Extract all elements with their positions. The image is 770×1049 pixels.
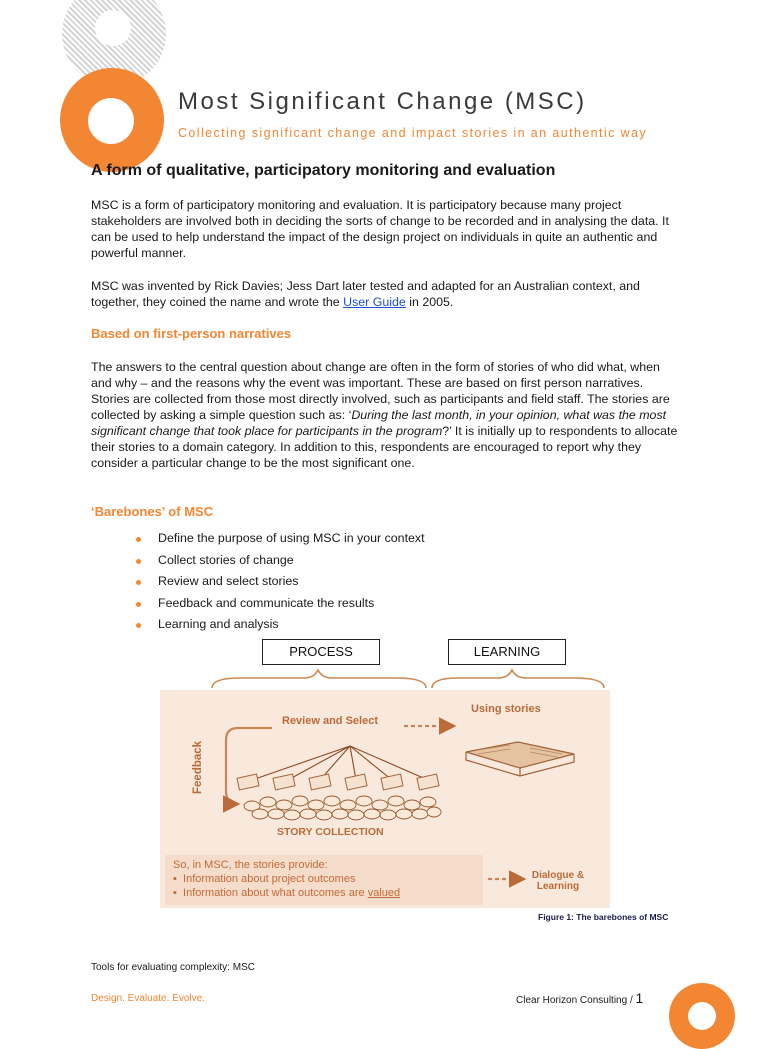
paragraph-narratives [91, 359, 681, 471]
book-icon [466, 742, 574, 776]
section-heading-barebones: ‘Barebones’ of MSC [91, 504, 214, 519]
bullet-icon [136, 602, 141, 607]
company-name: Clear Horizon Consulting / [516, 995, 636, 1006]
list-item [134, 571, 425, 593]
paragraph-msc-intro: MSC is a form of participatory monitoring and evaluation. It is participatory because many project stakeholders are involved both in deciding the sorts of change to be recorded and in analysing the data. It can be used to help understand the impact of the design project on individuals in quite an authentic and powerful manner. [91, 198, 669, 260]
dialogue-line: Dialogue & [531, 870, 585, 881]
list-item [134, 593, 425, 615]
list-item-label: Collect stories of change [158, 552, 294, 567]
decorative-orange-circle-hole [88, 98, 134, 144]
review-select-label: Review and Select [282, 715, 378, 727]
section-heading-narratives: Based on first-person narratives [91, 326, 292, 341]
learning-line: Learning [536, 881, 580, 892]
list-item [134, 550, 425, 572]
user-guide-link[interactable]: User Guide [343, 295, 406, 309]
summary-item: ▪ Information about what outcomes are valued [173, 887, 401, 899]
footer-tagline: Design. Evaluate. Evolve. [91, 993, 205, 1004]
figure-caption: Figure 1: The barebones of MSC [538, 912, 669, 922]
decorative-grey-circle-hole [95, 10, 131, 46]
decorative-corner-circle-hole [688, 1002, 716, 1030]
story-pile-icon [244, 796, 441, 820]
narratives-question: During the last month, in your opinion, what was the most significant change that took place for participants in the program [91, 408, 667, 438]
narratives-text-start: The answers to the central question about change are often in the form of stories of who did what, when and why – and the reasons why the event was important. These are based on first person narratives. Stories are collected from those most directly involved, such as participants and field staff. The stories are collected by asking a simple question such as: ‘ [91, 360, 670, 422]
bullet-icon [136, 537, 141, 542]
list-item-label: Feedback and communicate the results [158, 595, 375, 610]
footer-company [516, 990, 643, 1006]
summary-item: ▪ Information about project outcomes [173, 873, 356, 885]
paragraph-msc-history [91, 278, 681, 310]
footer-note: Tools for evaluating complexity: MSC [91, 962, 255, 973]
page-subtitle: Collecting significant change and impact stories in an authentic way [178, 126, 648, 140]
history-text-end: in 2005. [405, 295, 454, 309]
story-pages-icon [237, 774, 439, 790]
list-item [134, 614, 425, 636]
learning-brace-icon [432, 670, 604, 688]
dialogue-learning-label [528, 870, 588, 892]
summary-item-text: Information about what outcomes are [183, 887, 368, 899]
process-label-box: PROCESS [262, 639, 380, 665]
using-stories-label: Using stories [471, 703, 541, 715]
page-number: 1 [635, 990, 644, 1006]
bullet-icon [136, 623, 141, 628]
narratives-text-end: ?’ It is initially up to respondents to allocate their stories to a domain category. In addition to this, respondents are encouraged to report why they consider a particular change to be the most significant one. [91, 424, 678, 470]
learning-label-box: LEARNING [448, 639, 566, 665]
feedback-arrow-icon [226, 728, 272, 804]
section-heading-qualitative: A form of qualitative, participatory monitoring and evaluation [91, 162, 556, 179]
story-collection-label: STORY COLLECTION [277, 826, 384, 838]
list-item [134, 528, 425, 550]
list-item-label: Review and select stories [158, 574, 299, 589]
summary-item-underlined: valued [367, 887, 401, 899]
list-item-label: Define the purpose of using MSC in your context [158, 531, 425, 545]
figure-summary-box [165, 855, 483, 905]
list-item-label: Learning and analysis [158, 617, 279, 632]
figure-braces [200, 666, 610, 692]
feedback-label-text: Feedback [192, 740, 204, 794]
page-title: Most Significant Change (MSC) [178, 88, 587, 115]
history-text-start: MSC was invented by Rick Davies; Jess Dart later tested and adapted for an Australian context, and together, they coined the name and wrote the [91, 279, 640, 309]
selection-lines-icon [252, 746, 428, 780]
bullet-icon [136, 559, 141, 564]
barebones-list [134, 528, 425, 636]
process-brace-icon [212, 670, 426, 688]
summary-item-text: Information about project outcomes [183, 873, 356, 885]
bullet-icon [136, 580, 141, 585]
summary-title: So, in MSC, the stories provide: [173, 859, 328, 871]
